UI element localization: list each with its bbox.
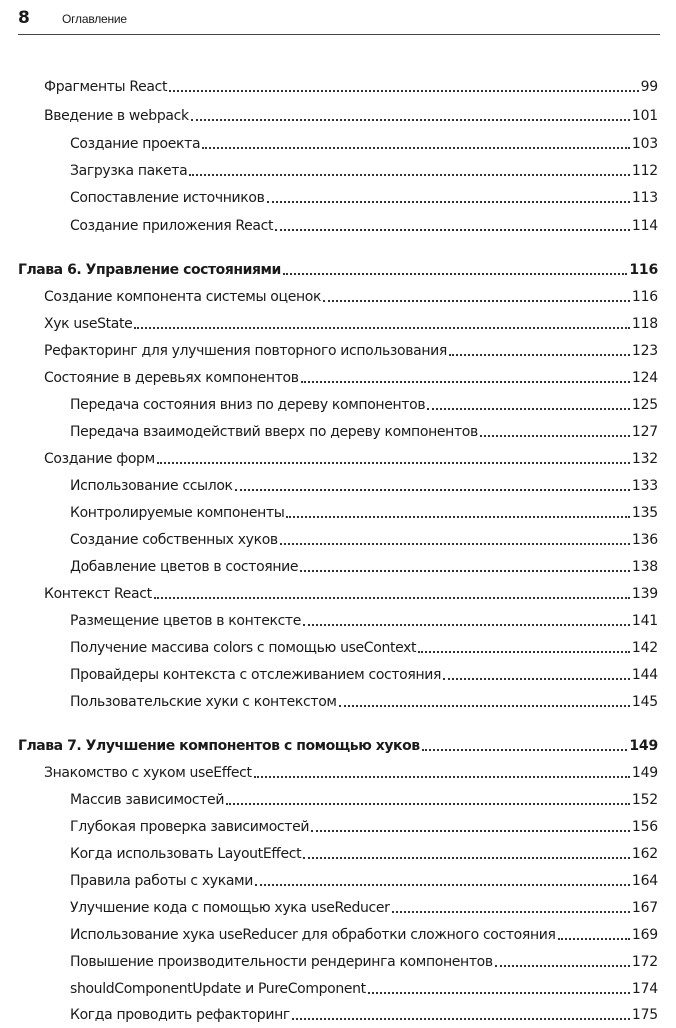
running-header [18, 6, 660, 35]
toc-entry [70, 1000, 658, 1024]
toc-entry-page: 141 [631, 613, 658, 629]
toc-entry-page: 149 [631, 765, 658, 781]
toc-entry-page: 123 [631, 343, 658, 359]
dot-leader [449, 354, 630, 356]
dot-leader [311, 830, 630, 832]
toc-entry-page: 125 [631, 397, 658, 413]
toc-entry-title: Массив зависимостей [70, 792, 225, 808]
toc-entry-page: 162 [631, 846, 658, 862]
toc-entry-title: Размещение цветов в контексте [70, 613, 301, 629]
toc-entry-page: 103 [631, 136, 658, 152]
toc-chapter-title: Глава 6. Управление состояниями [18, 262, 281, 278]
toc-entry-title: Загрузка пакета [70, 163, 188, 179]
toc-entry-page: 152 [631, 792, 658, 808]
dot-leader [275, 229, 630, 231]
dot-leader [254, 776, 630, 778]
toc-entry-page: 118 [631, 316, 658, 332]
toc-entry [70, 660, 658, 684]
toc-entry [70, 471, 658, 495]
toc-entry [70, 606, 658, 630]
toc-entry-title: Хук useState [44, 316, 133, 332]
toc-chapter-entry [18, 731, 658, 755]
toc-entry-title: Передача состояния вниз по дереву компонентов [70, 397, 426, 413]
toc-entry [70, 498, 658, 522]
toc-entry-title: Знакомство с хуком useEffect [44, 765, 252, 781]
toc-entry [44, 282, 658, 306]
toc-entry-title: Создание собственных хуков [70, 532, 278, 548]
toc-entry-page: 114 [631, 218, 658, 234]
dot-leader [368, 992, 630, 994]
page-number: 8 [18, 8, 30, 28]
toc-chapter-page: 149 [629, 738, 658, 754]
toc-entry-title: shouldComponentUpdate и PureComponent [70, 981, 366, 997]
dot-leader [480, 435, 630, 437]
running-title: Оглавление [62, 12, 127, 26]
toc-entry-title: Создание компонента системы оценок [44, 289, 322, 305]
dot-leader [280, 543, 630, 545]
toc-entry-title: Состояние в деревьях компонентов [44, 370, 299, 386]
toc-entry [70, 812, 658, 836]
dot-leader [286, 516, 629, 518]
dot-leader [303, 857, 630, 859]
toc-entry-page: 164 [631, 873, 658, 889]
toc-entry-page: 116 [631, 289, 658, 305]
dot-leader [427, 408, 630, 410]
toc-entry [70, 183, 658, 207]
toc-entry [70, 839, 658, 863]
toc-entry-page: 112 [631, 163, 658, 179]
toc-chapter-title: Глава 7. Улучшение компонентов с помощью хуков [18, 738, 420, 754]
toc-chapter-page: 116 [629, 262, 658, 278]
toc-entry-page: 133 [631, 478, 658, 494]
toc-entry-page: 132 [631, 451, 658, 467]
toc-entry [44, 336, 658, 360]
toc-entry-page: 99 [640, 79, 658, 95]
toc-entry-title: Создание форм [44, 451, 155, 467]
dot-leader [422, 749, 628, 751]
toc-entry [44, 72, 658, 96]
toc-entry-title: Глубокая проверка зависимостей [70, 819, 310, 835]
toc-entry-title: Контролируемые компоненты [70, 505, 285, 521]
toc-entry-title: Рефакторинг для улучшения повторного использования [44, 343, 447, 359]
toc-entry-title: Провайдеры контекста с отслеживанием состояния [70, 667, 442, 683]
toc-entry [70, 633, 658, 657]
dot-leader [495, 965, 630, 967]
dot-leader [558, 938, 630, 940]
toc-entry [70, 156, 658, 180]
toc-entry-page: 175 [631, 1007, 658, 1023]
dot-leader [283, 273, 628, 275]
toc-entry [70, 552, 658, 576]
dot-leader [157, 462, 630, 464]
toc-entry-title: Контекст React [44, 586, 152, 602]
toc-entry [44, 758, 658, 782]
toc-entry [70, 211, 658, 235]
toc-entry-title: Передача взаимодействий вверх по дереву компонентов [70, 424, 478, 440]
dot-leader [202, 147, 630, 149]
toc-entry-title: Получение массива colors с помощью useContext [70, 640, 417, 656]
toc-entry-page: 145 [631, 694, 658, 710]
toc-entry-page: 113 [631, 190, 658, 206]
dot-leader [339, 705, 630, 707]
dot-leader [323, 300, 630, 302]
toc-entry-title: Добавление цветов в состояние [70, 559, 299, 575]
toc-entry [70, 893, 658, 917]
toc-entry [70, 920, 658, 944]
toc-entry-page: 142 [631, 640, 658, 656]
toc-entry [44, 579, 658, 603]
toc-entry-page: 172 [631, 954, 658, 970]
toc-entry [70, 525, 658, 549]
toc-entry-page: 135 [631, 505, 658, 521]
toc-entry [70, 947, 658, 971]
toc-entry-title: Использование ссылок [70, 478, 233, 494]
toc-entry-page: 101 [631, 108, 658, 124]
dot-leader [301, 381, 630, 383]
toc-entry-title: Правила работы с хуками [70, 873, 254, 889]
dot-leader [191, 119, 630, 121]
toc-entry-page: 167 [631, 900, 658, 916]
toc-entry-title: Фрагменты React [44, 79, 168, 95]
toc-entry-title: Введение в webpack [44, 108, 189, 124]
toc-entry [44, 309, 658, 333]
toc-entry-title: Когда использовать LayoutEffect [70, 846, 302, 862]
dot-leader [169, 90, 638, 92]
toc-entry-page: 169 [631, 927, 658, 943]
toc-entry-title: Когда проводить рефакторинг [70, 1007, 290, 1023]
dot-leader [303, 624, 630, 626]
dot-leader [154, 597, 630, 599]
dot-leader [392, 911, 630, 913]
toc-entry-page: 144 [631, 667, 658, 683]
dot-leader [255, 884, 630, 886]
dot-leader [189, 174, 630, 176]
toc-entry [70, 390, 658, 414]
toc-entry-title: Сопоставление источников [70, 190, 265, 206]
dot-leader [300, 570, 630, 572]
toc-entry [70, 974, 658, 998]
dot-leader [134, 327, 629, 329]
toc-entry-page: 156 [631, 819, 658, 835]
toc-entry-page: 136 [631, 532, 658, 548]
toc-entry-page: 124 [631, 370, 658, 386]
toc-entry-title: Создание приложения React [70, 218, 274, 234]
toc-entry [70, 129, 658, 153]
dot-leader [235, 489, 630, 491]
toc-entry-title: Пользовательские хуки с контекстом [70, 694, 337, 710]
toc-entry [70, 785, 658, 809]
toc-entry [44, 444, 658, 468]
toc-entry-page: 138 [631, 559, 658, 575]
dot-leader [226, 803, 630, 805]
toc-entry [70, 417, 658, 441]
toc-entry-title: Создание проекта [70, 136, 201, 152]
toc-entry-title: Использование хука useReducer для обработки сложного состояния [70, 927, 556, 943]
toc-entry [70, 866, 658, 890]
toc-entry [70, 687, 658, 711]
toc-entry-title: Повышение производительности рендеринга компонентов [70, 954, 493, 970]
toc-entry [44, 363, 658, 387]
dot-leader [443, 678, 630, 680]
toc-chapter-entry [18, 255, 658, 279]
toc-entry-page: 127 [631, 424, 658, 440]
dot-leader [418, 651, 630, 653]
toc-entry [44, 101, 658, 125]
toc-entry-page: 139 [631, 586, 658, 602]
dot-leader [267, 201, 630, 203]
toc-entry-title: Улучшение кода с помощью хука useReducer [70, 900, 390, 916]
dot-leader [292, 1018, 630, 1020]
toc-entry-page: 174 [631, 981, 658, 997]
